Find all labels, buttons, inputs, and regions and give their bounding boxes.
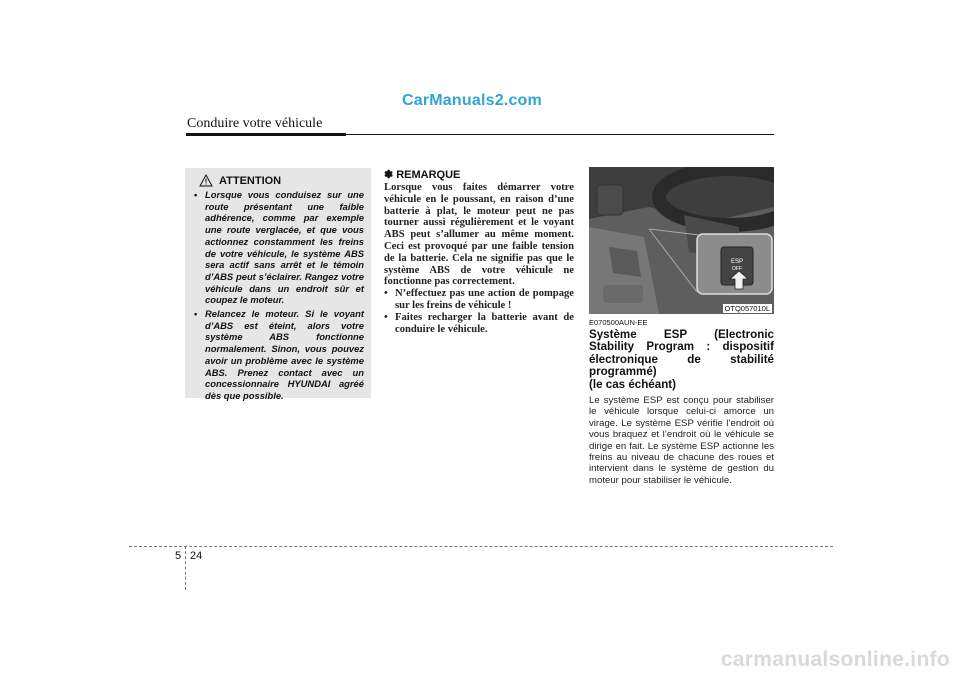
esp-off-label-2: OFF: [732, 266, 742, 272]
note-bullet: • N’effectuez pas une action de pompage sur les freins de véhicule !: [384, 288, 574, 311]
attention-item: • Relancez le moteur. Si le voyant d’ABS est éteint, alors votre système ABS fonctionne normalement. Sinon, vous pouvez avoir un problème avec le système ABS. Prenez contact avec un concessionnaire HYUNDAI agréé dès que possible.: [194, 308, 364, 401]
photo-code: OTQ057010L: [724, 304, 770, 313]
note-bullet: • Faites recharger la batterie avant de conduire le véhicule.: [384, 311, 574, 335]
warning-triangle-icon: [199, 174, 213, 187]
esp-body: Le système ESP est conçu pour stabiliser le véhicule lorsque celui-ci amorce un virage. Le système ESP vérifie l’endroit où vous braquez et l’endroit où le véhicule se dirige en fait. Le système ESP actionne les freins au niveau de chacune des roues et intervient dans le système de gestion du moteur pour stabiliser le véhicule.: [589, 395, 774, 486]
esp-section: [589, 318, 774, 486]
note-header: [384, 168, 574, 181]
header-rule-thin: [346, 134, 774, 135]
attention-item-text: Relancez le moteur. Si le voyant d’ABS est éteint, alors votre système ABS fonctionne normalement. Sinon, vous pouvez avoir un problème avec le système ABS. Prenez contact avec un concessionnaire HYUNDAI agréé dès que possible.: [205, 308, 364, 401]
asterisk-icon: ✽: [384, 169, 394, 181]
section-title: Conduire votre véhicule: [187, 116, 323, 131]
attention-header: [199, 174, 364, 187]
header-rule-thick: [186, 133, 346, 136]
attention-title: ATTENTION: [219, 174, 282, 187]
esp-subheading: (le cas échéant): [589, 377, 676, 391]
note-title: REMARQUE: [396, 168, 461, 181]
note-bullet-list: [384, 288, 574, 335]
note-bullet-text: Faites recharger la batterie avant de conduire le véhicule.: [395, 311, 574, 335]
esp-reference-code: E070500AUN-EE: [589, 318, 648, 327]
footer-divider: [129, 546, 833, 547]
esp-heading: Système ESP (Electronic Stability Program : dispositif électronique de stabilité programmé): [589, 328, 774, 379]
attention-item: • Lorsque vous conduisez sur une route présentant une faible adhérence, comme par exemple une route verglacée, et que vous actionnez constamment les freins de votre véhicule, le système ABS sera actif sans arrêt et le témoin d’ABS peut s’éclairer. Rangez votre véhicule dans un endroit sûr et coupez le moteur.: [194, 189, 364, 306]
page-number: 24: [190, 550, 203, 562]
note-column: [384, 168, 574, 335]
dashboard-illustration: [589, 167, 774, 314]
footer-vertical-divider: [185, 546, 186, 590]
watermark-carmanuals2[interactable]: CarManuals2.com: [402, 92, 542, 109]
attention-box: [185, 168, 371, 401]
note-body: Lorsque vous faites démarrer votre véhicule en le poussant, en raison d’une batterie à plat, le moteur peut ne pas tourner aussi régulièrement et le voyant ABS peut s’allumer au même moment. Ceci est provoqué par une faible tension de la batterie. Cela ne signifie pas que le système ABS de votre véhicule ne fonctionne pas correctement.: [384, 182, 574, 288]
attention-item-text: Lorsque vous conduisez sur une route présentant une faible adhérence, comme par exemple une route verglacée, et que vous actionnez constamment les freins de votre véhicule, le système ABS sera actif sans arrêt et le témoin d’ABS peut s’éclairer. Rangez votre véhicule dans un endroit sûr et coupez le moteur.: [205, 189, 364, 306]
watermark-carmanualsonline[interactable]: carmanualsonline.info: [720, 648, 950, 671]
note-bullet-text: N’effectuez pas une action de pompage sur les freins de véhicule !: [395, 288, 574, 311]
dashboard-photo: [589, 167, 774, 314]
attention-list: [191, 189, 364, 402]
chapter-number: 5: [175, 550, 182, 562]
esp-off-label: ESP: [730, 259, 744, 265]
